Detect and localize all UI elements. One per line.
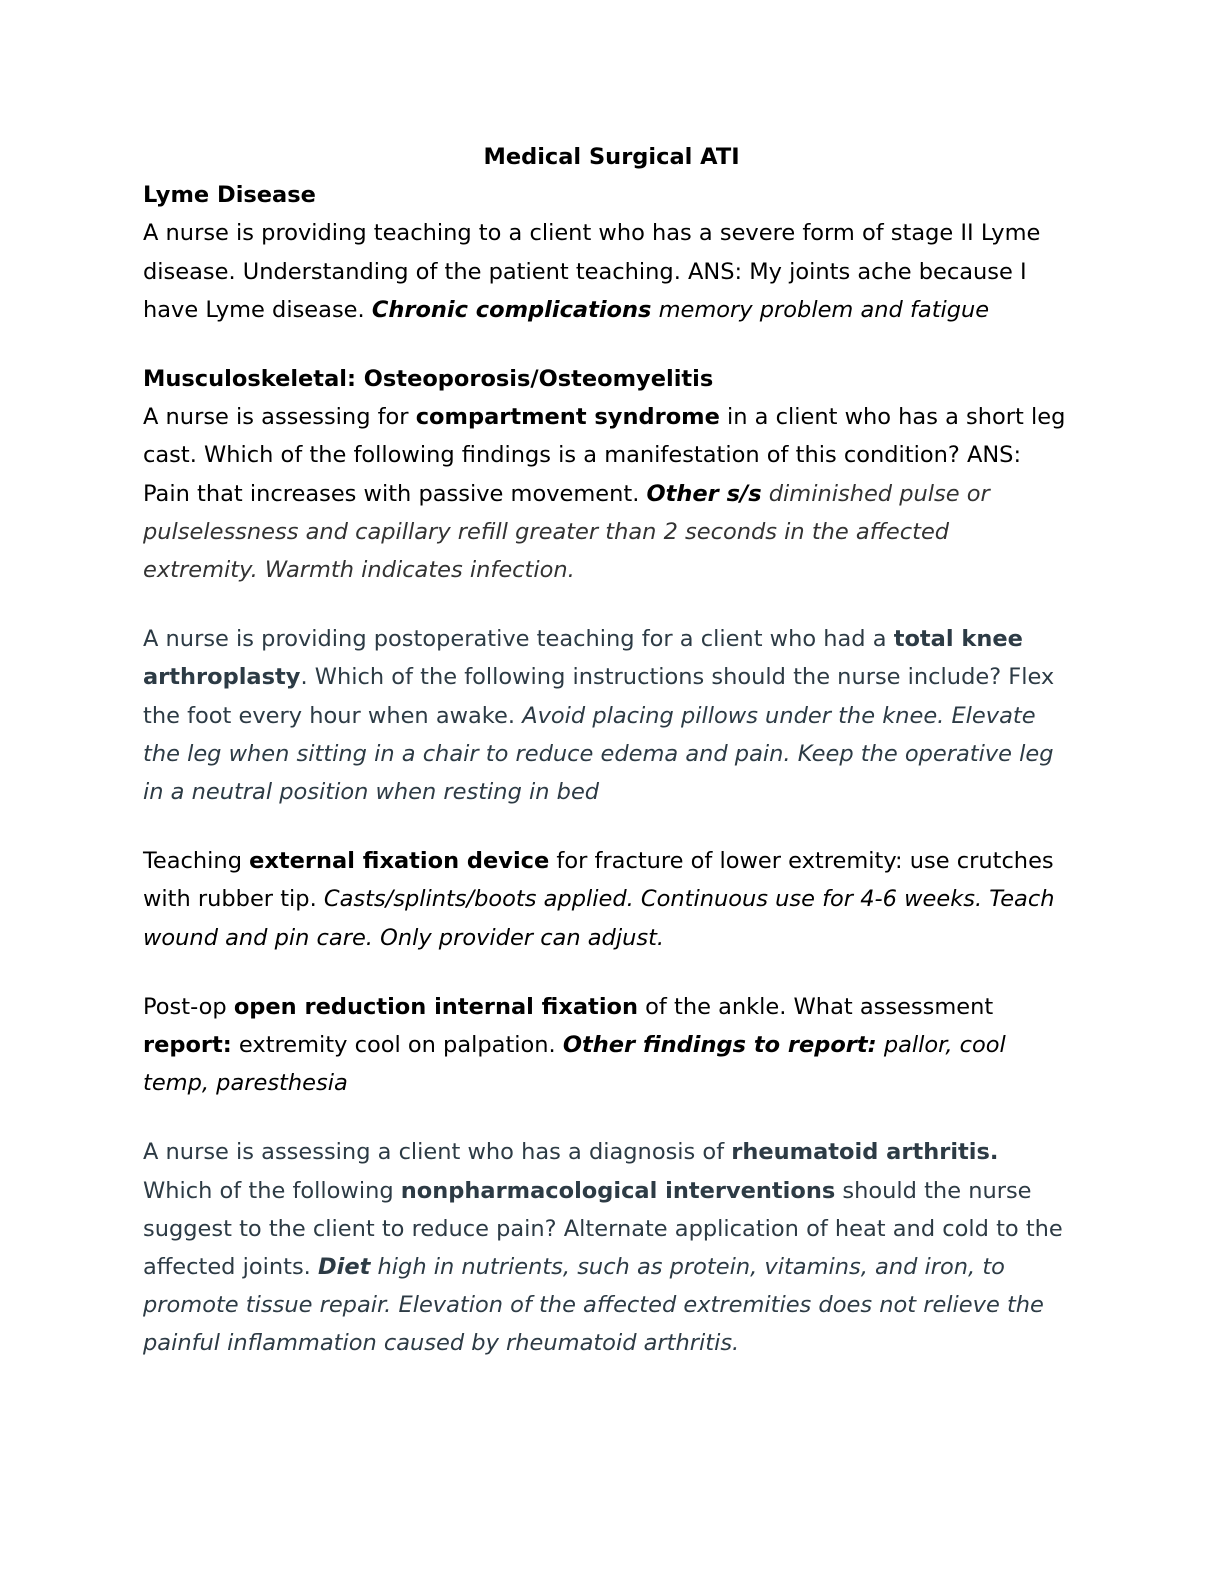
emphasis-run: compartment syndrome bbox=[415, 404, 720, 431]
emphasis-run: external fixation device bbox=[249, 848, 550, 875]
text-run: of the ankle. What assessment bbox=[638, 993, 994, 1020]
text-run: Post-op bbox=[143, 993, 234, 1020]
paragraph bbox=[143, 1133, 1068, 1362]
document-title: Medical Surgical ATI bbox=[483, 144, 740, 170]
text-run: extremity cool on palpation. bbox=[231, 1032, 563, 1059]
text-run: should the nurse suggest to the client to reduce pain? Alternate application of heat and cold to the affected joints. bbox=[143, 1177, 1063, 1281]
text-run: A nurse is assessing for bbox=[143, 404, 416, 431]
emphasis-run: rheumatoid arthritis. bbox=[731, 1139, 999, 1166]
text-run: for fracture of lower extremity: use crutches with rubber tip. bbox=[143, 848, 1054, 913]
text-run: Teaching bbox=[143, 848, 250, 875]
emphasis-run: Diet bbox=[317, 1254, 371, 1281]
italic-run: Casts/splints/boots applied. Continuous use for 4-6 weeks. Teach wound and pin care. Only provider can adjust. bbox=[143, 886, 1055, 951]
section-heading bbox=[143, 176, 1068, 214]
emphasis-run: Lyme Disease bbox=[143, 182, 316, 209]
emphasis-run: Chronic complications bbox=[371, 296, 652, 323]
emphasis-run: Other findings to report: bbox=[562, 1032, 877, 1059]
italic-run: diminished pulse or pulselessness and capillary refill greater than 2 seconds in the affected extremity. Warmth indicates infection. bbox=[143, 480, 990, 584]
paragraph bbox=[143, 988, 1068, 1103]
emphasis-run: total knee arthroplasty bbox=[143, 626, 1023, 691]
emphasis-run: report: bbox=[143, 1032, 232, 1059]
emphasis-run: Musculoskeletal: Osteoporosis/Osteomyelitis bbox=[143, 366, 714, 393]
paragraph bbox=[143, 214, 1068, 329]
text-run: A nurse is providing teaching to a client who has a severe form of stage II Lyme disease. Understanding of the patient teaching. ANS: My joints ache because I have Lyme disease. bbox=[143, 220, 1041, 323]
text-run: A nurse is assessing a client who has a diagnosis of bbox=[143, 1139, 732, 1166]
italic-run: memory problem and fatigue bbox=[651, 296, 990, 323]
emphasis-run: nonpharmacological interventions bbox=[400, 1177, 836, 1204]
text-run: in a client who has a short leg cast. Which of the following findings is a manifestation of this condition? ANS: Pain that increases with passive movement. bbox=[143, 404, 1066, 507]
paragraph bbox=[143, 620, 1068, 811]
italic-run: Avoid placing pillows under the knee. Elevate the leg when sitting in a chair to reduce edema and pain. Keep the operative leg in a neutral position when resting in bed bbox=[143, 702, 1054, 806]
text-run: Which of the following bbox=[143, 1177, 401, 1204]
paragraph bbox=[143, 842, 1068, 957]
text-run: . Which of the following instructions should the nurse include? Flex the foot every hour when awake. bbox=[143, 664, 1055, 729]
paragraph bbox=[143, 398, 1068, 589]
text-run: A nurse is providing postoperative teaching for a client who had a bbox=[143, 626, 894, 653]
document-body bbox=[143, 176, 1068, 1362]
italic-run: high in nutrients, such as protein, vitamins, and iron, to promote tissue repair. Elevation of the affected extremities does not relieve the painful inflammation caused by rheumatoid arthritis. bbox=[143, 1254, 1044, 1357]
document-page bbox=[143, 138, 1068, 1363]
emphasis-run: Other s/s bbox=[646, 480, 762, 507]
emphasis-run: open reduction internal fixation bbox=[233, 993, 639, 1020]
section-heading bbox=[143, 360, 1068, 398]
italic-run: pallor, cool temp, paresthesia bbox=[143, 1032, 1006, 1097]
